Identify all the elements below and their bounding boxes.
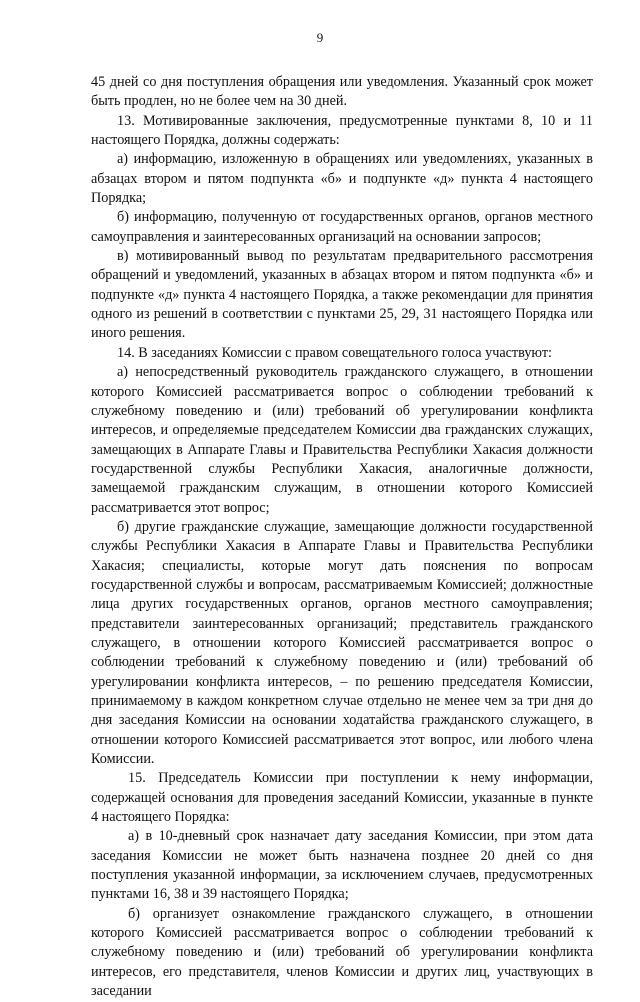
page-number: 9 xyxy=(316,30,324,45)
paragraph-14-a: а) непосредственный руководитель гражданского служащего, в отношении которого Комиссией рассматривается вопрос о соблюдении требований к служебному поведению и (или) требований об урегулировании конфликта интересов, и определяемые председателем Комиссии два гражданских служащих, замещающих в Аппарате Главы и Правительства Республики Хакасия должности государственной службы Республики Хакасия, аналогичные должности, замещаемой гражданским служащим, в отношении которого Комиссией рассматривается этот вопрос; xyxy=(91,364,593,516)
paragraph-14: 14. В заседаниях Комиссии с правом совещательного голоса участвуют: xyxy=(117,344,552,361)
paragraph-continuation: 45 дней со дня поступления обращения или уведомления. Указанный срок может быть продлен, но не более чем на 30 дней. xyxy=(91,74,593,110)
paragraph-15: 15. Председатель Комиссии при поступлении к нему информации, содержащей основания для проведения заседаний Комиссии, указанные в пункте 4 настоящего Порядка: xyxy=(91,770,593,826)
paragraph-15-b: б) организует ознакомление гражданского служащего, в отношении которого Комиссией рассматривается вопрос о соблюдении требований к служебному поведению и (или) требований об урегулировании конфликта интересов, его представителя, членов Комиссии и других лиц, участвующих в заседании xyxy=(91,905,593,1000)
paragraph-13-a: а) информацию, изложенную в обращениях или уведомлениях, указанных в абзацах втором и пятом подпункта «б» и подпункте «д» пункта 4 настоящего Порядка; xyxy=(91,151,593,207)
paragraph-14-b: б) другие гражданские служащие, замещающие должности государственной службы Республики Хакасия в Аппарате Главы и Правительства Республики Хакасия; специалисты, которые могут дать пояснения по вопросам государственной службы и вопросам, рассматриваемым Комиссией; должностные лица других государственных органов, органов местного самоуправления; представители заинтересованных организаций; представитель гражданского служащего, в отношении которого Комиссией рассматривается вопрос о соблюдении требований к служебному поведению и (или) требований об урегулировании конфликта интересов, – по решению председателя Комиссии, принимаемому в каждом конкретном случае отдельно не менее чем за три дня до дня заседания Комиссии на основании ходатайства гражданского служащего, в отношении которого Комиссией рассматривается этот вопрос, или любого члена Комиссии. xyxy=(91,518,593,768)
paragraph-15-a: а) в 10-дневный срок назначает дату заседания Комиссии, при этом дата заседания Комиссии не может быть назначена позднее 20 дней со дня поступления указанной информации, за исключением случаев, предусмотренных пунктами 16, 38 и 39 настоящего Порядка; xyxy=(91,828,593,903)
paragraph-13-b: б) информацию, полученную от государственных органов, органов местного самоуправления и заинтересованных организаций на основании запросов; xyxy=(91,209,593,245)
document-body xyxy=(91,73,593,1002)
paragraph-13-v: в) мотивированный вывод по результатам предварительного рассмотрения обращений и уведомлений, указанных в абзацах втором и пятом подпункта «б» и подпункте «д» пункта 4 настоящего Порядка, а также рекомендации для принятия одного из решений в соответствии с пунктами 25, 29, 31 настоящего Порядка или иного решения. xyxy=(91,248,593,342)
paragraph-13: 13. Мотивированные заключения, предусмотренные пунктами 8, 10 и 11 настоящего Порядка, должны содержать: xyxy=(91,112,593,149)
